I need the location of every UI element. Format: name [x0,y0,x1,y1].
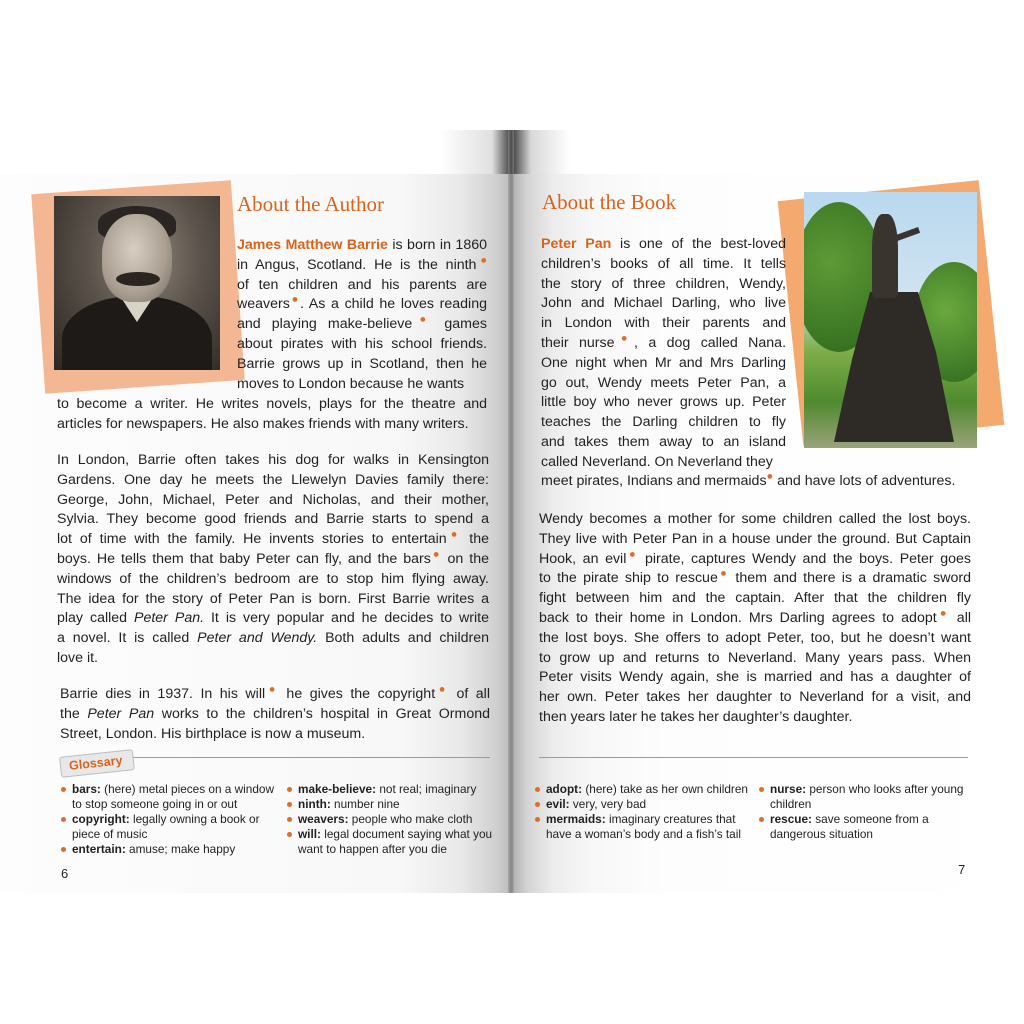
text-line: the Peter Pan works to the children’s hospital in Great Ormond [60,705,490,722]
text-line: Gardens. One day he meets the Llewelyn Davies family there: [57,471,489,488]
about-book-heading: About the Book [542,190,677,214]
book-gutter-shadow [440,130,570,176]
glossary-definition: not real; imaginary [376,782,477,796]
text-line: lot of time with the family. He invents stories to entertain● the [57,528,489,548]
glossary-entry [286,812,498,827]
glossary-term: bars: [72,782,101,796]
glossary-definition: number nine [330,797,400,811]
glossary-entry [60,782,285,812]
author-paragraph-3 [60,685,490,744]
glossary-marker-icon: ● [435,683,449,696]
glossary-marker-icon: ● [289,293,300,306]
text-line: their nurse●, a dog called Nana. [541,332,787,351]
author-portrait [54,196,220,370]
glossary-label: Glossary [59,749,134,778]
text-line: her own. Peter takes her daughter to Neverland for a visit, and [539,689,971,706]
glossary-marker-icon: ● [430,548,442,561]
text-line: moves to London because he wants [237,375,465,392]
glossary-marker-icon: ● [614,332,635,345]
glossary-definition-continued: have a woman’s body and a fish’s tail [546,827,741,841]
glossary-marker-icon: ● [412,313,434,326]
glossary-definition: very, very bad [569,797,647,811]
glossary-marker-icon: ● [766,470,774,483]
book-spine [508,130,514,893]
text-line: fight between him and the captain. After that the children fly [539,590,971,607]
glossary-entry [534,797,764,812]
text-line: One night when Mr and Mrs Darling [541,354,786,371]
text-line: Sylvia. They become good friends and Barrie starts to spend a [57,511,489,528]
text-line: Wendy becomes a mother for some children called the lost boys. [539,511,971,527]
glossary-entry [286,827,498,857]
glossary-definition: amuse; make happy [125,842,236,856]
glossary-definition-continued: dangerous situation [770,827,873,841]
text-line: about pirates with his school friends. [237,335,487,352]
text-line: articles for newspapers. He also makes friends with many writers. [57,415,469,432]
text-line: They live with Peter Pan in a house under the ground. But Captain [539,530,971,547]
text-line: in Angus, Scotland. He is the ninth● [237,254,487,273]
text-line: meet pirates, Indians and mermaids● and have lots of adventures. [541,470,956,489]
glossary-marker-icon: ● [446,528,462,541]
glossary-definition: legal document saying what you [320,827,493,841]
text-line: In London, Barrie often takes his dog for walks in Kensington [57,452,489,468]
glossary-left-col2 [286,782,498,857]
glossary-entry [534,782,764,797]
text-line: George, John, Michael, Peter and Nicholas, and their mother, [57,491,489,508]
page-number-left: 6 [61,866,69,881]
book-paragraph-1-continued [541,472,973,492]
glossary-term: will: [298,827,321,841]
text-line: Barrie dies in 1937. In his will● he gives the copyright● of all [60,683,490,702]
glossary-entry [758,782,973,812]
text-line: and playing make-believe● games [237,313,487,333]
glossary-definition-continued: children [770,797,812,811]
glossary-term: nurse: [770,782,807,796]
glossary-entry [758,812,973,842]
glossary-term: ninth: [298,797,331,811]
text-line: to the pirate ship to rescue● them and there is a dramatic sword [539,567,971,587]
text-line: little boy who never grows up. Peter [541,394,786,411]
glossary-term: mermaids: [546,812,606,826]
glossary-entry [286,782,498,797]
highlight-name: Peter Pan [541,236,612,252]
glossary-term: copyright: [72,812,130,826]
glossary-entry [286,797,498,812]
glossary-definition-continued: want to happen after you die [298,842,447,856]
glossary-marker-icon: ● [626,547,639,560]
glossary-definition: people who make cloth [348,812,473,826]
text-line: to grow up and returns to Neverland. Many years pass. When [539,649,971,666]
text-line: the story of three children, Wendy, [541,275,786,292]
glossary-divider-right [539,757,968,758]
text-line: back to their home in London. Mrs Darling agrees to adopt● all [539,607,971,626]
italic-title: Peter Pan [87,705,155,722]
glossary-definition: person who looks after young [806,782,964,796]
text-line: James Matthew Barrie is born in 1860 [237,237,487,253]
glossary-term: entertain: [72,842,126,856]
text-line: teaches the Darling children to fly [541,414,786,431]
highlight-name: James Matthew Barrie [237,237,388,253]
glossary-definition: imaginary creatures that [605,812,736,826]
text-line: then years later he takes her daughter’s daughter. [539,708,853,725]
text-line: a novel. It is called Peter and Wendy. Both adults and children [57,630,490,647]
text-line: in London with their parents and [541,315,786,332]
text-line: play called Peter Pan. It is very popular and he decides to write [57,610,489,627]
text-line: weavers●. As a child he loves reading [237,293,487,313]
text-line: boys. He tells them that baby Peter can fly, and the bars● on the [57,548,489,567]
glossary-definition: (here) metal pieces on a window [100,782,274,796]
text-line: Hook, an evil● pirate, captures Wendy and the boys. Peter goes [539,547,971,567]
text-line: and takes them away to an island [541,433,786,450]
glossary-entry [60,812,285,842]
glossary-marker-icon: ● [936,607,950,620]
glossary-left-col1 [60,782,285,857]
glossary-marker-icon: ● [717,567,730,580]
glossary-term: rescue: [770,812,812,826]
glossary-definition-continued: to stop someone going in or out [72,797,238,811]
glossary-divider-left [124,757,490,758]
text-line: children’s books of all time. It tells [541,255,786,272]
glossary-term: evil: [546,797,570,811]
text-line: called Neverland. On Neverland they [541,453,773,470]
author-paragraph-1 [237,236,487,394]
glossary-definition: save someone from a [811,812,929,826]
glossary-entry [534,812,764,842]
book-paragraph-1 [541,235,786,473]
book-paragraph-2 [539,510,971,728]
glossary-entry [60,842,285,857]
text-line: Peter visits Wendy again, she is married and has a daughter of [539,669,971,686]
statue-photo [804,192,977,448]
text-line: to become a writer. He writes novels, plays for the theatre and [57,396,487,412]
text-line: The idea for the story of Peter Pan is born. First Barrie writes a [57,590,489,607]
text-line: the lost boys. She offers to adopt Peter, too, but he doesn’t want [539,629,971,646]
author-paragraph-2 [57,451,489,669]
glossary-marker-icon: ● [265,683,279,696]
about-author-heading: About the Author [237,192,384,216]
page-number-right: 7 [958,862,966,877]
text-line: Street, London. His birthplace is now a museum. [60,725,366,742]
glossary-marker-icon: ● [476,254,487,267]
glossary-term: adopt: [546,782,583,796]
glossary-definition: (here) take as her own children [582,782,748,796]
glossary-term: weavers: [298,812,349,826]
text-line: Barrie grows up in Scotland, then he [237,355,487,372]
italic-title: Peter Pan. [134,610,205,627]
text-line: John and Michael Darling, who live [541,295,786,312]
glossary-definition-continued: piece of music [72,827,148,841]
text-line: windows of the children’s bedroom are to stop him flying away. [57,570,489,587]
glossary-definition: legally owning a book or [129,812,260,826]
text-line: Peter Pan is one of the best-loved [541,236,787,252]
text-line: go out, Wendy meets Peter Pan, a [541,374,786,391]
glossary-right-col1 [534,782,764,842]
text-line: love it. [57,649,99,666]
glossary-right-col2 [758,782,973,842]
text-line: of ten children and his parents are [237,276,487,293]
author-paragraph-1-continued [57,395,487,435]
italic-title: Peter and Wendy. [197,630,318,647]
glossary-term: make-believe: [298,782,377,796]
